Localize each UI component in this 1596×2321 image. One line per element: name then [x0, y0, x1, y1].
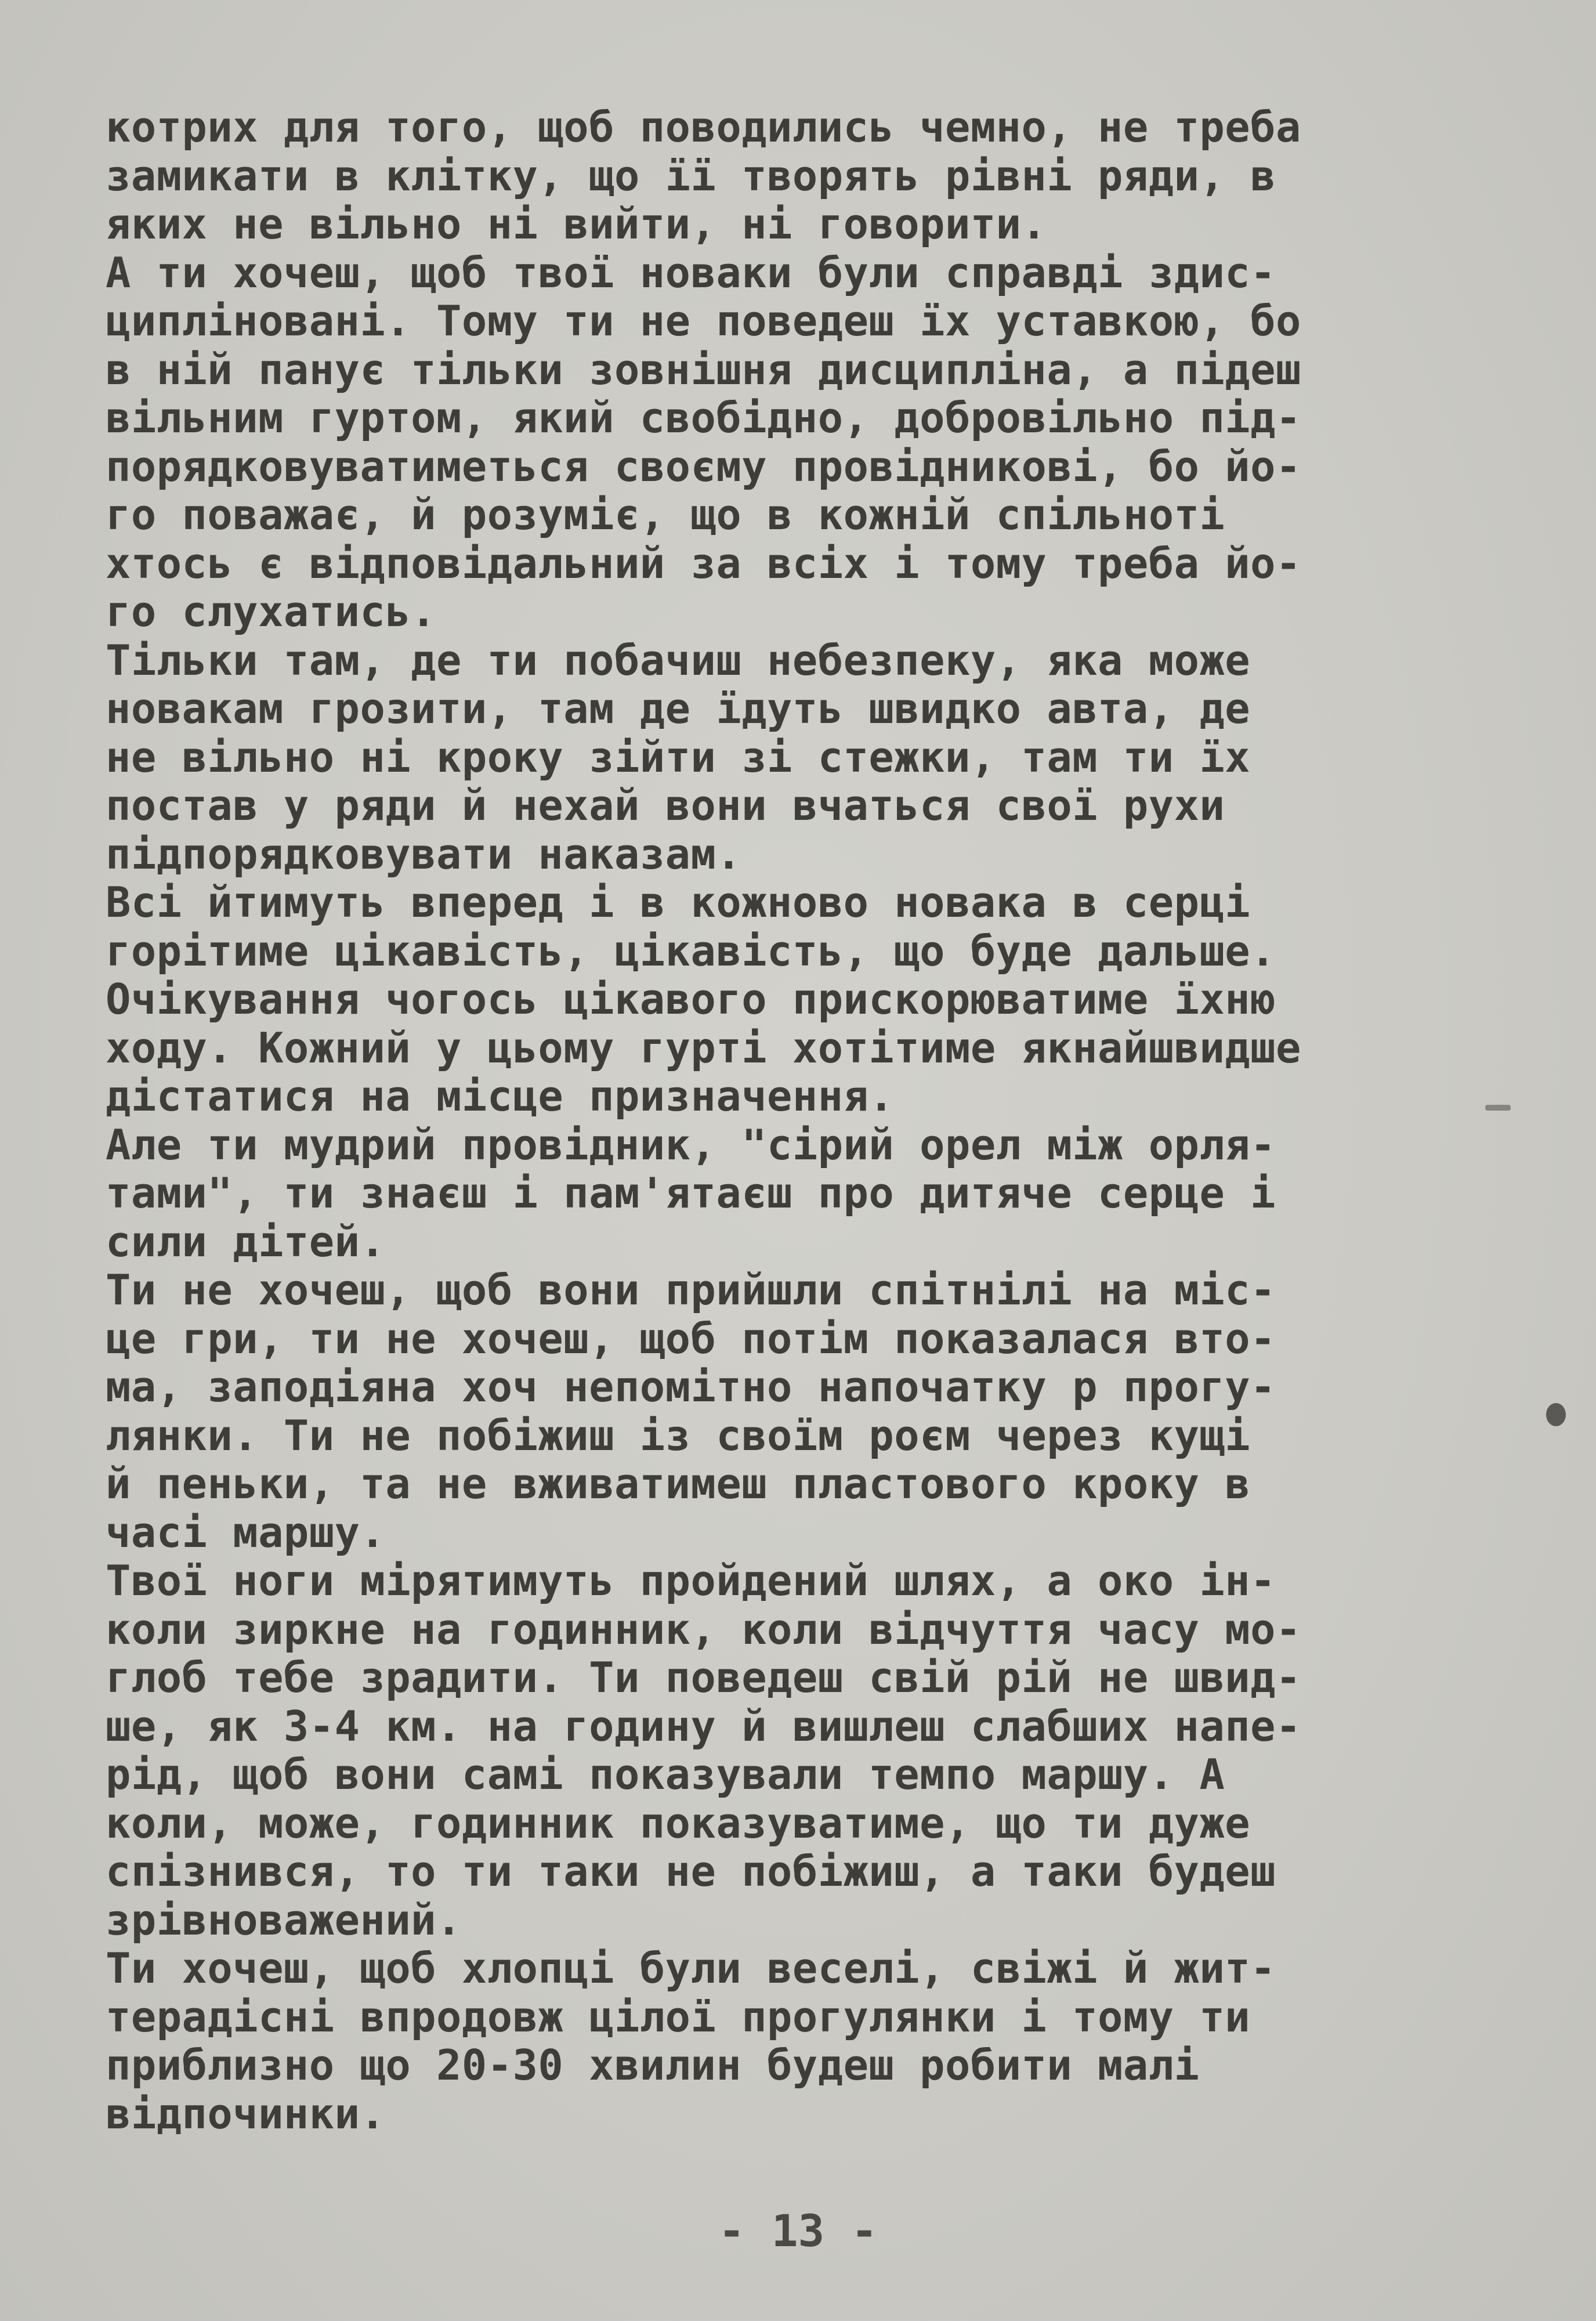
text-line: коли зиркне на годинник, коли відчуття часу мо-: [106, 1604, 1301, 1654]
text-line: Але ти мудрий провідник, "сірий орел між орля-: [106, 1120, 1276, 1169]
ink-speck: [1546, 1403, 1566, 1426]
text-line: Всі йтимуть вперед і в кожново новака в серці: [106, 878, 1251, 927]
text-line: ходу. Кожний у цьому гурті хотітиме якнайшвидше: [106, 1023, 1301, 1072]
text-line: й пеньки, та не вживатимеш пластового кроку в: [106, 1459, 1251, 1508]
text-line: новакам грозити, там де їдуть швидко авта, де: [106, 684, 1251, 733]
text-line: замикати в клітку, що її творять рівні ряди, в: [106, 151, 1276, 200]
text-line: Твої ноги мірятимуть пройдений шлях, а око ін-: [106, 1556, 1276, 1605]
text-line: відпочинки.: [106, 2089, 386, 2138]
text-line: го слухатись.: [106, 587, 437, 636]
text-line: ше, як 3-4 км. на годину й вишлеш слабших напе-: [106, 1701, 1301, 1751]
text-line: спізнився, то ти таки не побіжиш, а таки будеш: [106, 1847, 1276, 1896]
text-line: зрівноважений.: [106, 1895, 462, 1944]
text-line: рід, щоб вони самі показували темпо маршу. А: [106, 1750, 1225, 1799]
text-line: приблизно що 20-30 хвилин будеш робити малі: [106, 2041, 1200, 2089]
text-line: горітиме цікавість, цікавість, що буде дальше.: [106, 926, 1276, 975]
body-text: [106, 103, 1515, 2138]
text-line: Очікування чогось цікавого прискорюватиме їхню: [106, 975, 1276, 1024]
text-line: сили дітей.: [106, 1217, 386, 1266]
text-line: дістатися на місце призначення.: [106, 1072, 895, 1120]
text-line: глоб тебе зрадити. Ти поведеш свій рій не швид-: [106, 1653, 1301, 1702]
text-line: терадісні впродовж цілої прогулянки і тому ти: [106, 1992, 1251, 2041]
text-line: Ти не хочеш, щоб вони прийшли спітнілі на міс-: [106, 1266, 1276, 1314]
text-line: не вільно ні кроку зійти зі стежки, там ти їх: [106, 732, 1251, 782]
text-line: ма, заподіяна хоч непомітно напочатку р прогу-: [106, 1362, 1276, 1411]
ink-speck: [1485, 1105, 1511, 1111]
text-line: порядковуватиметься своєму провідникові, бо йо-: [106, 442, 1301, 491]
page-number: - 13 -: [718, 2205, 878, 2257]
text-line: Тільки там, де ти побачиш небезпеку, яка може: [106, 635, 1251, 685]
text-line: вільним гуртом, який свобідно, добровільно під-: [106, 393, 1301, 442]
text-line: котрих для того, щоб поводились чемно, не треба: [106, 103, 1301, 151]
text-line: підпорядковувати наказам.: [106, 829, 742, 878]
text-line: яких не вільно ні вийти, ні говорити.: [106, 200, 1047, 248]
text-line: це гри, ти не хочеш, щоб потім показалася вто-: [106, 1314, 1276, 1363]
text-line: постав у ряди й нехай вони вчаться свої рухи: [106, 781, 1225, 830]
text-line: А ти хочеш, щоб твої новаки були справді здис-: [106, 248, 1276, 297]
text-line: лянки. Ти не побіжиш із своїм роєм через кущі: [106, 1411, 1251, 1460]
text-line: хтось є відповідальний за всіх і тому треба йо-: [106, 538, 1301, 588]
text-line: Ти хочеш, щоб хлопці були веселі, свіжі й жит-: [106, 1944, 1276, 1993]
text-line: го поважає, й розуміє, що в кожній спільноті: [106, 490, 1225, 539]
text-line: ципліновані. Тому ти не поведеш їх уставкою, бо: [106, 297, 1301, 345]
text-line: часі маршу.: [106, 1507, 386, 1557]
text-line: коли, може, годинник показуватиме, що ти дуже: [106, 1798, 1251, 1848]
text-line: в ній панує тільки зовнішня дисципліна, а підеш: [106, 345, 1301, 394]
text-line: тами", ти знаєш і пам'ятаєш про дитяче серце і: [106, 1169, 1276, 1217]
